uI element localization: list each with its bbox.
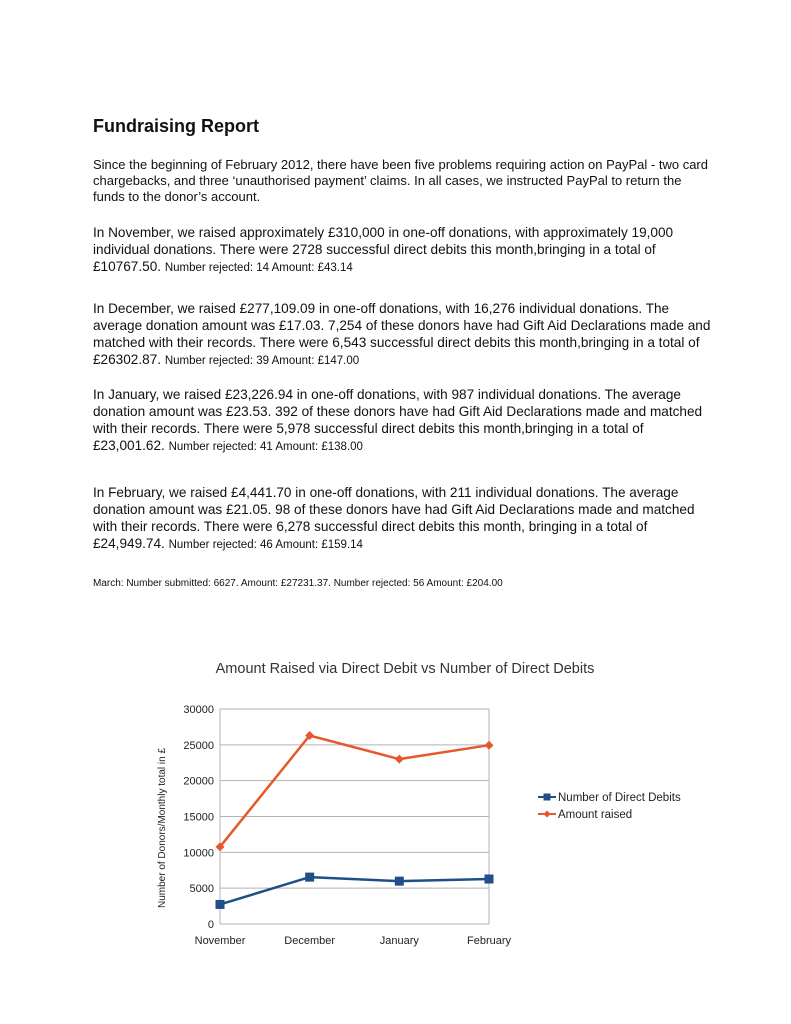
february-text: In February, we raised £4,441.70 in one-off donations, with 211 individual donations. The average donation amount was £21.05. 98 of these donors have had Gift Aid Declarations made and matched with their records. There were 6,278 successful direct debits this month, bringing in a total of £24,949.74.	[93, 485, 695, 551]
data-point-diamond	[395, 755, 404, 764]
x-tick-label: January	[379, 935, 419, 947]
legend-marker-diamond	[544, 811, 551, 818]
legend-label: Number of Direct Debits	[558, 792, 681, 804]
december-paragraph	[93, 300, 713, 370]
december-rejected: Number rejected: 39 Amount: £147.00	[164, 355, 360, 367]
y-tick-label: 25000	[183, 739, 214, 752]
legend-label: Amount raised	[558, 809, 633, 821]
x-tick-label: February	[466, 935, 512, 947]
data-point-square	[485, 875, 494, 884]
november-rejected: Number rejected: 14 Amount: £43.14	[164, 262, 353, 274]
page-title: Fundraising Report	[93, 116, 259, 136]
january-rejected: Number rejected: 41 Amount: £138.00	[168, 441, 363, 453]
legend-marker-square	[544, 794, 551, 801]
direct-debit-chart	[140, 650, 720, 960]
x-tick-label: December	[284, 935, 336, 947]
data-point-square	[305, 873, 314, 882]
y-tick-label: 30000	[183, 704, 214, 716]
x-tick-label: November	[194, 935, 246, 947]
y-tick-label: 0	[207, 919, 214, 931]
february-paragraph	[93, 484, 713, 554]
y-axis-label: Number of Donors/Monthly total in £	[157, 747, 168, 909]
y-tick-label: 10000	[183, 847, 214, 860]
january-paragraph	[93, 386, 713, 456]
y-tick-label: 5000	[189, 883, 214, 896]
chart-title: Amount Raised via Direct Debit vs Number of Direct Debits	[215, 661, 595, 677]
march-summary: March: Number submitted: 6627. Amount: £27231.37. Number rejected: 56 Amount: £204.00	[93, 578, 503, 589]
series-line	[220, 877, 489, 904]
data-point-square	[395, 877, 404, 886]
series-line	[220, 735, 489, 846]
december-text: In December, we raised £277,109.09 in one-off donations, with 16,276 individual donations. The average donation amount was £17.03. 7,254 of these donors have had Gift Aid Declarations made and matched with their records. There were 6,543 successful direct debits this month,bringing in a total of £26302.87.	[93, 301, 711, 367]
y-tick-label: 15000	[183, 811, 214, 824]
data-point-diamond	[485, 741, 494, 750]
february-rejected: Number rejected: 46 Amount: £159.14	[168, 539, 363, 551]
data-point-square	[216, 900, 225, 909]
november-paragraph	[93, 224, 713, 277]
y-tick-label: 20000	[183, 775, 214, 788]
november-text: In November, we raised approximately £310,000 in one-off donations, with approximately 19,000 individual donations. There were 2728 successful direct debits this month,bringing in a total of £10767.50.	[93, 225, 674, 274]
january-text: In January, we raised £23,226.94 in one-off donations, with 987 individual donations. The average donation amount was £23.53. 392 of these donors have had Gift Aid Declarations made and matched with their records. There were 5,978 successful direct debits this month,bringing in a total of £23,001.62.	[93, 387, 703, 453]
intro-paragraph: Since the beginning of February 2012, there have been five problems requiring action on PayPal - two card chargebacks, and three ‘unauthorised payment’ claims. In all cases, we instructed PayPal to return the funds to the donor’s account.	[93, 157, 708, 204]
